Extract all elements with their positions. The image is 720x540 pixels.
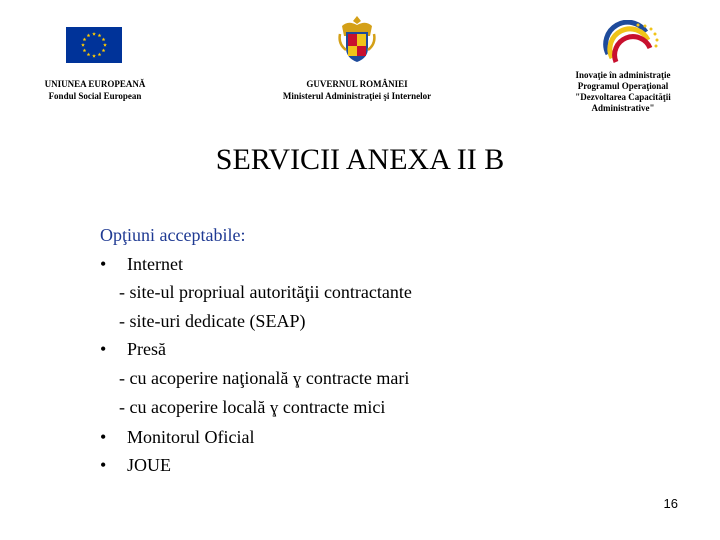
list-item-internet [100,250,412,279]
eu-caption-line1: UNIUNEA EUROPEANĂ [44,79,146,89]
list-item-press [100,335,412,364]
operational-program-logo [598,20,660,68]
eu-caption-line2: Fondul Social European [48,91,142,101]
bullet-icon: • [100,253,107,274]
list-item-label: JOUE [127,455,171,475]
page-number: 16 [663,496,678,511]
list-item-label: Presă [127,339,166,359]
bullet-icon: • [100,426,107,447]
sub-item-own-site: - site-ul propriual autorităţii contractante [119,282,412,302]
government-caption-line2: Ministerul Administraţiei şi Internelor [282,91,432,101]
arrow-right-icon: ɣ [292,368,302,388]
sub-item-local-coverage [100,393,412,423]
eu-flag-logo [66,27,122,63]
sub-item-national-coverage [100,364,412,394]
list-item-official-monitor [100,423,412,452]
program-caption-line2: Programul Operaţional [577,81,669,91]
list-item-label: Monitorul Oficial [127,426,255,447]
romania-coat-of-arms-logo [338,14,376,64]
government-caption [250,78,464,102]
list-item-joue [100,451,412,480]
program-caption-line1: Inovaţie în administraţie [575,70,671,80]
program-caption [560,70,686,114]
slide-content [100,221,412,480]
eu-caption [20,78,170,102]
sub-item-text: contracte mari [301,367,410,388]
sub-item-text: - cu acoperire locală [119,397,270,417]
options-heading: Opţiuni acceptabile: [100,225,246,245]
sub-item-dedicated-sites: - site-uri dedicate (SEAP) [119,310,306,331]
bullet-icon: • [100,455,107,475]
arrow-right-icon: ɣ [269,398,279,417]
government-caption-line1: GUVERNUL ROMÂNIEI [306,79,408,89]
program-caption-line3: "Dezvoltarea Capacităţii [575,92,671,102]
bullet-icon: • [100,339,107,359]
slide-title: SERVICII ANEXA II B [215,143,505,176]
list-item-label: Internet [127,253,183,274]
sub-item-text: - cu acoperire naţională [119,367,293,388]
sub-item-text: contracte mici [278,397,386,417]
program-caption-line4: Administrative" [591,103,655,113]
